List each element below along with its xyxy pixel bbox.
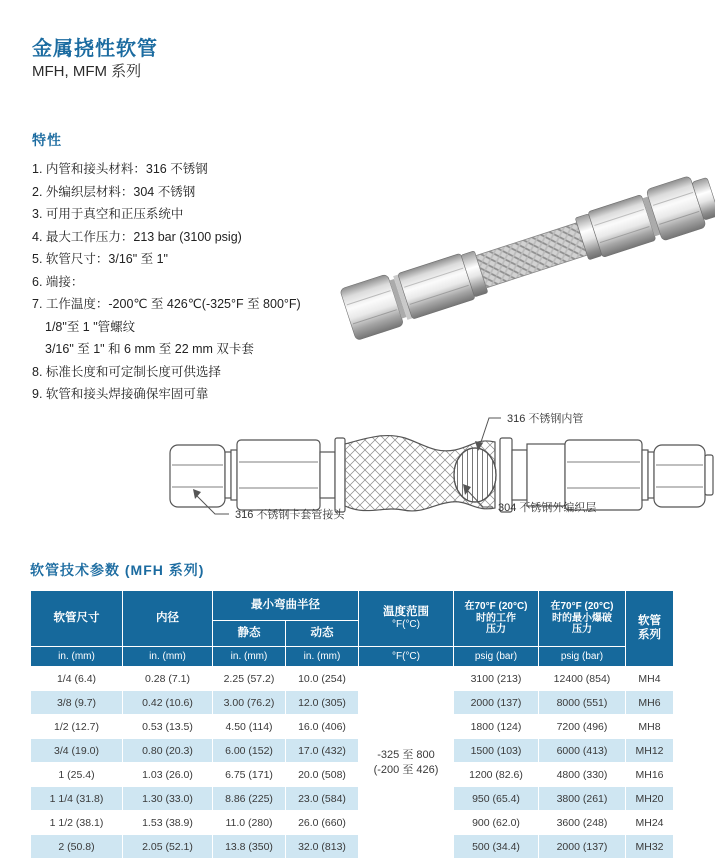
cell-burst: 3800 (261) <box>539 787 626 811</box>
cell-id: 0.28 (7.1) <box>123 667 213 691</box>
product-photo <box>330 165 715 370</box>
col-header-temp-range <box>359 591 454 647</box>
cell-id: 1.03 (26.0) <box>123 763 213 787</box>
cell-burst: 6000 (413) <box>539 739 626 763</box>
cell-dynamic: 20.0 (508) <box>286 763 359 787</box>
specs-table <box>30 590 674 859</box>
cell-size: 1/4 (6.4) <box>31 667 123 691</box>
cell-size: 3/8 (9.7) <box>31 691 123 715</box>
cell-temp-range <box>359 667 454 859</box>
cell-burst: 12400 (854) <box>539 667 626 691</box>
table-title: 软管技术参数 (MFH 系列) <box>30 562 205 578</box>
cell-id: 2.05 (52.1) <box>123 835 213 859</box>
feature-item: 8. 标准长度和可定制长度可供选择 <box>32 364 221 379</box>
burst-header-line1: 在70°F (20°C) <box>550 601 614 613</box>
cell-dynamic: 12.0 (305) <box>286 691 359 715</box>
feature-subitem: 1/8"至 1 "管螺纹 <box>45 319 136 334</box>
cell-dynamic: 26.0 (660) <box>286 811 359 835</box>
hose-diagram <box>145 400 715 548</box>
cell-working: 3100 (213) <box>454 667 539 691</box>
table-row <box>31 787 674 811</box>
cell-working: 1500 (103) <box>454 739 539 763</box>
cell-dynamic: 16.0 (406) <box>286 715 359 739</box>
cell-burst: 4800 (330) <box>539 763 626 787</box>
fitting-label: 316 不锈钢卡套管接头 <box>235 509 345 521</box>
cell-static: 8.86 (225) <box>213 787 286 811</box>
cell-burst: 3600 (248) <box>539 811 626 835</box>
temp-header-line2: °F(°C) <box>392 619 420 631</box>
unit-dynamic: in. (mm) <box>286 647 359 667</box>
cell-size: 1/2 (12.7) <box>31 715 123 739</box>
cell-static: 13.8 (350) <box>213 835 286 859</box>
feature-item: 7. 工作温度：-200℃ 至 426℃(-325°F 至 800°F) <box>32 297 301 311</box>
unit-burst: psig (bar) <box>539 647 626 667</box>
cell-working: 2000 (137) <box>454 691 539 715</box>
cell-size: 1 1/4 (31.8) <box>31 787 123 811</box>
cell-working: 950 (65.4) <box>454 787 539 811</box>
cell-working: 500 (34.4) <box>454 835 539 859</box>
braid-label: 304 不锈钢外编织层 <box>498 502 597 514</box>
features-heading: 特性 <box>32 132 62 148</box>
left-nut <box>170 445 225 507</box>
cell-size: 3/4 (19.0) <box>31 739 123 763</box>
col-header-inner-diameter: 内径 <box>123 591 213 647</box>
table-row <box>31 715 674 739</box>
cell-static: 4.50 (114) <box>213 715 286 739</box>
cell-dynamic: 23.0 (584) <box>286 787 359 811</box>
inner-tube-label: 316 不锈钢内管 <box>507 413 584 425</box>
cell-working: 900 (62.0) <box>454 811 539 835</box>
col-header-size: 软管尺寸 <box>31 591 123 647</box>
unit-working: psig (bar) <box>454 647 539 667</box>
feature-item: 1. 内管和接头材料：316 不锈钢 <box>32 162 208 176</box>
unit-temp: °F(°C) <box>359 647 454 667</box>
cell-dynamic: 10.0 (254) <box>286 667 359 691</box>
cell-static: 2.25 (57.2) <box>213 667 286 691</box>
working-header-line1: 在70°F (20°C) <box>464 601 528 613</box>
col-header-static: 静态 <box>213 621 286 647</box>
cell-series: MH20 <box>626 787 674 811</box>
cell-id: 0.53 (13.5) <box>123 715 213 739</box>
unit-static: in. (mm) <box>213 647 286 667</box>
cell-size: 2 (50.8) <box>31 835 123 859</box>
cell-id: 0.80 (20.3) <box>123 739 213 763</box>
cell-series: MH16 <box>626 763 674 787</box>
cell-size: 1 (25.4) <box>31 763 123 787</box>
table-row <box>31 811 674 835</box>
cell-id: 1.53 (38.9) <box>123 811 213 835</box>
table-row <box>31 763 674 787</box>
cell-series: MH12 <box>626 739 674 763</box>
cell-dynamic: 17.0 (432) <box>286 739 359 763</box>
page-title: 金属挠性软管 <box>32 38 158 60</box>
cell-working: 1200 (82.6) <box>454 763 539 787</box>
cell-static: 11.0 (280) <box>213 811 286 835</box>
cell-burst: 8000 (551) <box>539 691 626 715</box>
temp-header-line1: 温度范围 <box>383 606 429 619</box>
feature-item: 9. 软管和接头焊接确保牢固可靠 <box>32 387 209 401</box>
cell-series: MH6 <box>626 691 674 715</box>
left-union-body <box>237 440 320 510</box>
col-header-working-pressure <box>454 591 539 647</box>
table-row <box>31 739 674 763</box>
feature-item: 6. 端接： <box>32 274 84 289</box>
right-nut <box>654 445 705 507</box>
col-header-burst-pressure <box>539 591 626 647</box>
cell-burst: 2000 (137) <box>539 835 626 859</box>
cell-series: MH4 <box>626 667 674 691</box>
feature-item: 2. 外编织层材料：304 不锈钢 <box>32 184 196 199</box>
unit-inner-diameter: in. (mm) <box>123 647 213 667</box>
col-header-series <box>626 591 674 667</box>
feature-item: 3. 可用于真空和正压系统中 <box>32 207 184 221</box>
cell-working: 1800 (124) <box>454 715 539 739</box>
cell-series: MH24 <box>626 811 674 835</box>
right-union-body <box>565 440 642 510</box>
temp-cell-line1: -325 至 800 <box>377 748 435 761</box>
working-header-line2: 时的工作 <box>476 612 516 624</box>
series-header-line2: 系列 <box>638 628 661 641</box>
cell-series: MH32 <box>626 835 674 859</box>
feature-item: 4. 最大工作压力：213 bar (3100 psig) <box>32 229 242 244</box>
col-header-bend-radius: 最小弯曲半径 <box>213 591 359 621</box>
cell-id: 1.30 (33.0) <box>123 787 213 811</box>
feature-subitem: 3/16" 至 1" 和 6 mm 至 22 mm 双卡套 <box>45 342 254 356</box>
series-header-line1: 软管 <box>638 615 661 628</box>
feature-item: 5. 软管尺寸：3/16" 至 1" <box>32 252 168 266</box>
cell-static: 3.00 (76.2) <box>213 691 286 715</box>
cell-static: 6.00 (152) <box>213 739 286 763</box>
table-row <box>31 691 674 715</box>
table-row <box>31 667 674 691</box>
hose-diagram-drawing <box>145 400 715 548</box>
cell-series: MH8 <box>626 715 674 739</box>
features-list <box>32 158 332 406</box>
cell-burst: 7200 (496) <box>539 715 626 739</box>
cell-size: 1 1/2 (38.1) <box>31 811 123 835</box>
table-row <box>31 835 674 859</box>
hose-photo-illustration <box>330 165 715 370</box>
col-header-dynamic: 动态 <box>286 621 359 647</box>
burst-header-line3: 压力 <box>572 624 592 636</box>
temp-cell-line2: (-200 至 426) <box>373 763 439 776</box>
unit-size: in. (mm) <box>31 647 123 667</box>
cell-id: 0.42 (10.6) <box>123 691 213 715</box>
burst-header-line2: 时的最小爆破 <box>552 612 612 624</box>
cell-static: 6.75 (171) <box>213 763 286 787</box>
cell-dynamic: 32.0 (813) <box>286 835 359 859</box>
page-subtitle: MFH, MFM 系列 <box>32 63 142 80</box>
working-header-line3: 压力 <box>486 624 506 636</box>
